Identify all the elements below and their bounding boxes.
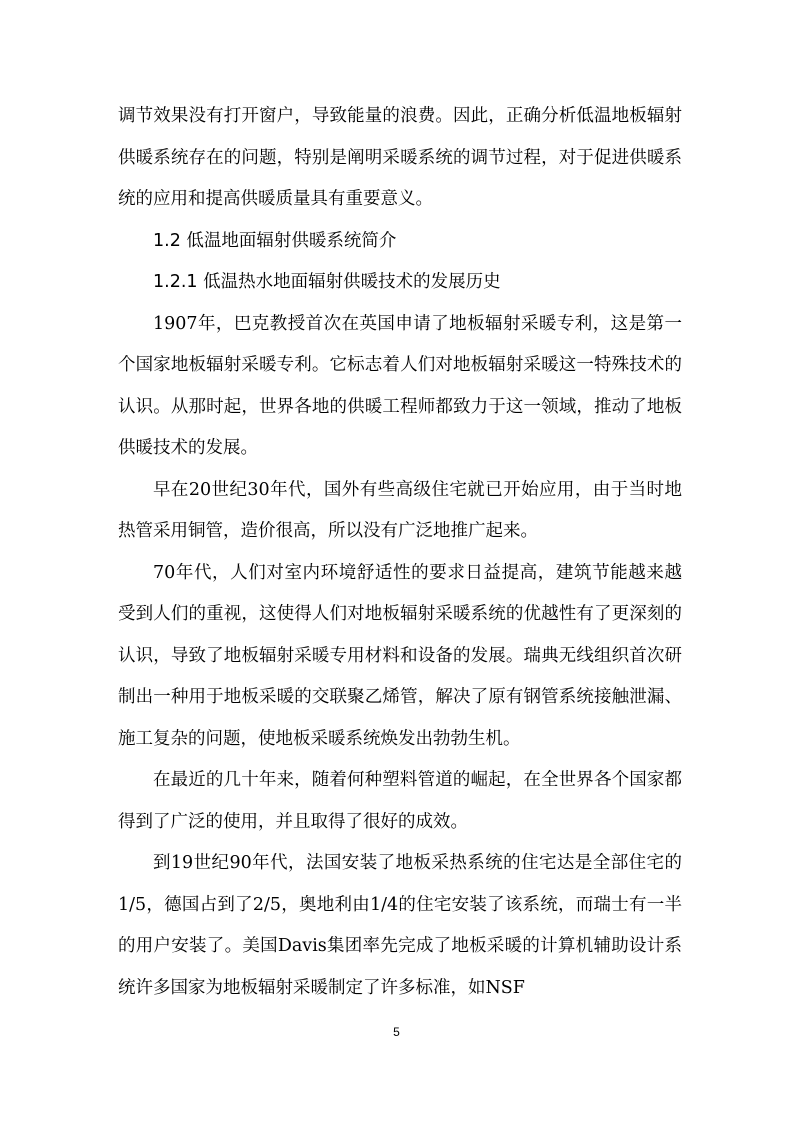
subsection-heading: 1.2.1 低温热水地面辐射供暖技术的发展历史 — [153, 272, 501, 292]
paragraph: 1907年，巴克教授首次在英国申请了地板辐射采暖专利，这是第一个国家地板辐射采暖专利。它标志着人们对地板辐射采暖这一特殊技术的认识。从那时起，世界各地的供暖工程师都致力于这一领域，推动了地板供暖技术的发展。 — [118, 313, 682, 458]
section-heading: 1.2 低温地面辐射供暖系统简介 — [153, 230, 397, 251]
document-body — [118, 96, 682, 1009]
paragraph: 到19世纪90年代，法国安装了地板采热系统的住宅达是全部住宅的1/5，德国占到了2/5，奥地利由1/4的住宅安装了该系统，而瑞士有一半的用户安装了。美国Davis集团率先完成了地板采暖的计算机辅助设计系统许多国家为地板辐射采暖制定了许多标准，如NSF — [118, 853, 682, 998]
paragraph: 在最近的几十年来，随着何种塑料管道的崛起，在全世界各个国家都得到了广泛的使用，并且取得了很好的成效。 — [118, 770, 682, 832]
paragraph: 70年代，人们对室内环境舒适性的要求日益提高，建筑节能越来越受到人们的重视，这使得人们对地板辐射采暖系统的优越性有了更深刻的认识，导致了地板辐射采暖专用材料和设备的发展。瑞典无线组织首次研制出一种用于地板采暖的交联聚乙烯管，解决了原有钢管系统接触泄漏、施工复杂的问题，使地板采暖系统焕发出勃勃生机。 — [118, 562, 682, 749]
paragraph-continuation: 调节效果没有打开窗户，导致能量的浪费。因此，正确分析低温地板辐射供暖系统存在的问题，特别是阐明采暖系统的调节过程，对于促进供暖系统的应用和提高供暖质量具有重要意义。 — [118, 106, 682, 209]
page-number: 5 — [393, 1025, 400, 1039]
paragraph: 早在20世纪30年代，国外有些高级住宅就已开始应用，由于当时地热管采用铜管，造价很高，所以没有广泛地推广起来。 — [118, 479, 682, 541]
